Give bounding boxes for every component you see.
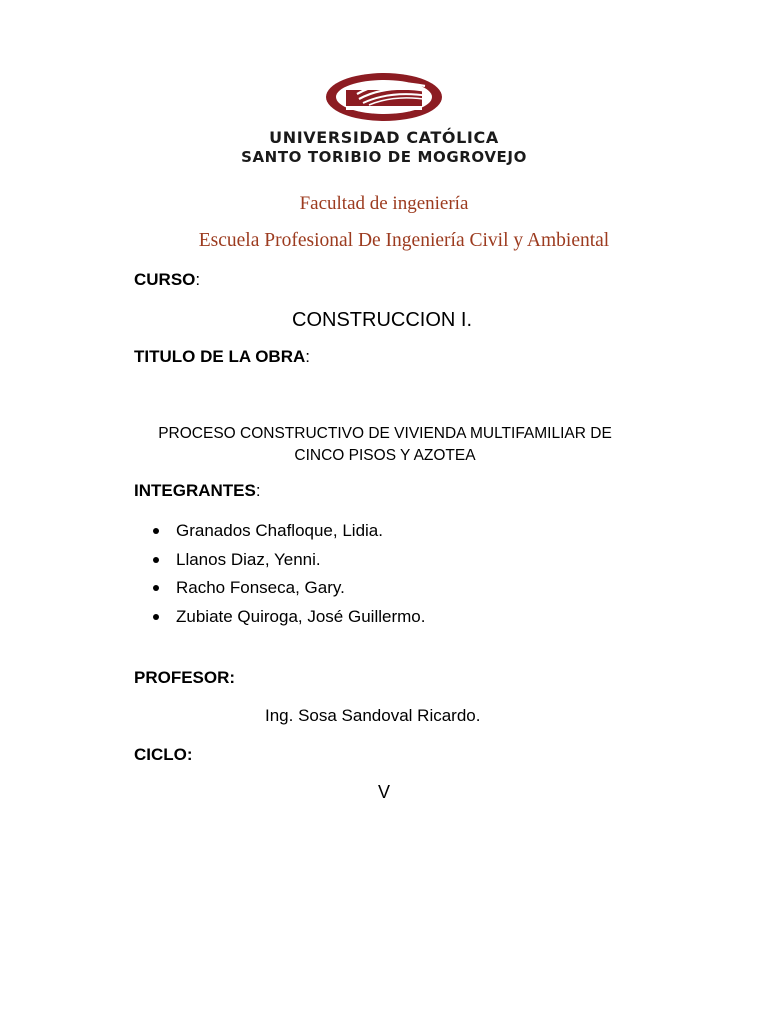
list-item xyxy=(150,574,425,603)
titulo-label-text: TITULO DE LA OBRA xyxy=(134,347,306,366)
curso-label xyxy=(134,270,200,290)
university-logo-icon xyxy=(325,72,443,122)
bullet-dot-icon xyxy=(153,557,159,563)
profesor-value: Ing. Sosa Sandoval Ricardo. xyxy=(265,706,481,725)
obra-title xyxy=(110,423,660,467)
integrantes-label xyxy=(134,481,261,501)
integrantes-label-text: INTEGRANTES xyxy=(134,481,256,500)
university-name-line1: UNIVERSIDAD CATÓLICA xyxy=(269,128,499,147)
member-name: Llanos Diaz, Yenni. xyxy=(176,549,321,569)
curso-colon: : xyxy=(195,270,201,289)
member-name: Racho Fonseca, Gary. xyxy=(176,578,345,597)
titulo-colon: : xyxy=(305,347,310,366)
titulo-label xyxy=(134,347,310,367)
list-item xyxy=(150,603,425,632)
school-heading: Escuela Profesional De Ingeniería Civil y Ambiental xyxy=(198,230,610,251)
obra-title-line-2: CINCO PISOS Y AZOTEA xyxy=(294,447,476,464)
list-item xyxy=(150,517,425,546)
bullet-dot-icon xyxy=(153,585,159,591)
university-name-line2: SANTO TORIBIO DE MOGROVEJO xyxy=(241,148,527,166)
profesor-label: PROFESOR: xyxy=(134,668,236,687)
faculty-heading: Facultad de ingeniería xyxy=(299,193,469,214)
curso-label-text: CURSO xyxy=(134,270,196,289)
bullet-dot-icon xyxy=(153,614,159,620)
member-name: Granados Chafloque, Lidia. xyxy=(176,521,383,540)
members-list xyxy=(150,517,425,631)
ciclo-label: CICLO: xyxy=(134,745,193,764)
integrantes-colon: : xyxy=(255,481,261,500)
curso-value: CONSTRUCCION I. xyxy=(292,309,472,331)
ciclo-value: V xyxy=(377,782,390,802)
obra-title-line-1: PROCESO CONSTRUCTIVO DE VIVIENDA MULTIFAMILIAR DE xyxy=(158,425,612,442)
member-name: Zubiate Quiroga, José Guillermo. xyxy=(176,606,426,626)
bullet-dot-icon xyxy=(153,528,159,534)
list-item xyxy=(150,546,425,575)
